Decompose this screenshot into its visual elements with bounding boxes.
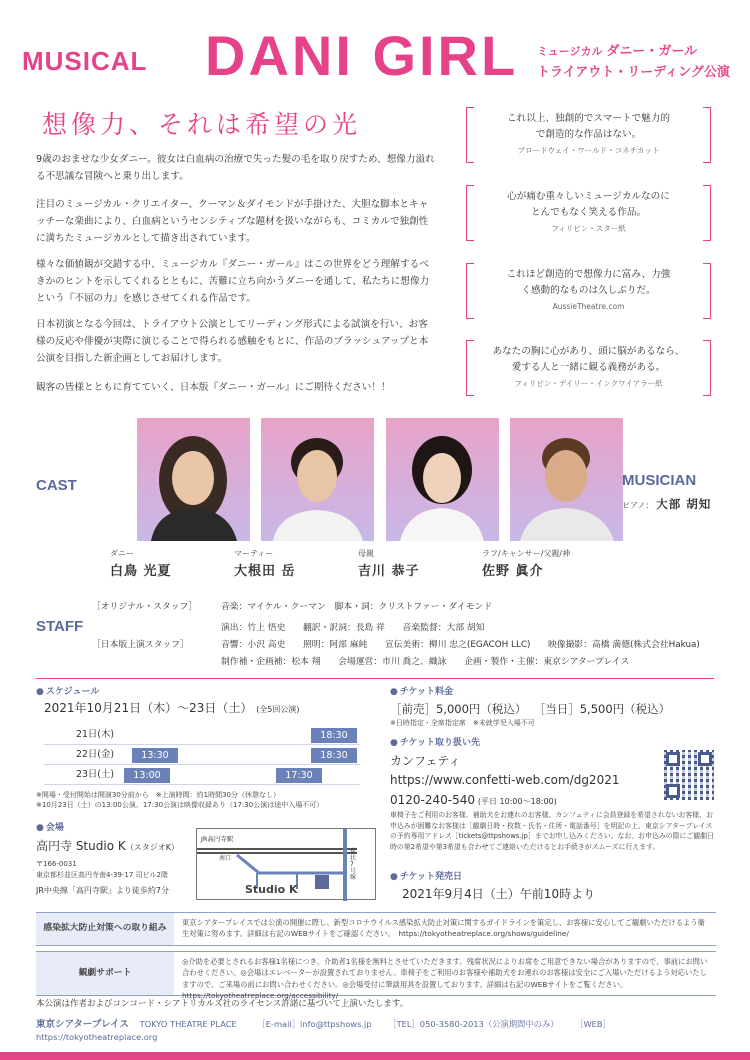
staff-jp-line: 制作補・企画補：松本 翔 会場運営：市川 喬之、織詠 企画・製作・主催：東京シアタープレイス (221, 657, 630, 667)
map-road: 環状7号線 (350, 848, 357, 882)
venue-heading: ● 会場 (36, 822, 64, 834)
quote-source: フィリピン・スター紙 (551, 223, 626, 233)
schedule-time: 18:30 (311, 748, 357, 763)
staff-jp-line: 音響：小沢 高史 照明：阿部 麻純 宣伝美術：柳川 忠之(EGACOH LLC) 映像撮影：高橋 満德(株式会社Hakua) (221, 640, 700, 650)
footer-web[interactable]: ［WEB］https://tokyotheatreplace.org (36, 1019, 611, 1042)
covid-box (36, 912, 716, 946)
support-label: 観劇サポート (36, 952, 174, 995)
quote-source: AussieTheatre.com (552, 301, 625, 311)
musician-name: 大部 胡知 (656, 497, 712, 511)
musician-heading: MUSICIAN (622, 472, 697, 489)
venue-address: 東京都杉並区高円寺南4-39-17 司ビル2階 (36, 871, 168, 879)
quote-source: ブロードウェイ・ワールド・コネチカット (517, 145, 660, 155)
schedule-table (44, 727, 360, 787)
cast-name: 吉川 恭子 (358, 564, 420, 579)
ticket-note: ※日時指定・全席指定席 ※未就学児入場不可 (390, 719, 535, 727)
review-quote (466, 263, 711, 319)
ticket-prices (390, 702, 670, 718)
cast-name: 大根田 岳 (234, 564, 296, 579)
map-studio: Studio K (245, 883, 298, 896)
covid-text: 東京シアタープレイスでは公演の開催に際し、新型コロナウイルス感染拡大防止対策に関するガイドラインを策定し、お客様に安心してご観劇いただけるよう衛生対策に努めます。詳細は右記のWEBサイトをご確認ください。 https://tokyotheatreplace.org/shows/guideline/ (182, 918, 705, 939)
sales-detail: 車椅子をご利用のお客様、補助犬をお連れのお客様、カンフェティに会員登録を希望されないお客様、お申込みが困難なお客様は［観劇日時・枚数・氏名・住所・電話番号］を明記の上、東京シアタープレイスの予約専用アドレス［tickets@ttpshows.jp］までお申し込みください。なお、お申込みの際にご観劇日時の第2希望や第3希望も合わせてご連絡いただけるとお手続きがスムーズに行えます。 (390, 811, 714, 852)
intro-paragraph-2: 注目のミュージカル・クリエイター、クーマン＆ダイモンドが手掛けた、大胆な脚本とキャッチーな楽曲により、白血病というセンシティブな題材を扱いながらも、コミカルで独創性に満ちたミュージカルとして描き出されています。 (36, 199, 429, 244)
sales-phone-line (390, 792, 557, 808)
intro-paragraph-1: 9歳のおませな少女ダニー。彼女は白血病の治療で失った髪の毛を取り戻すため、想像力溢れる不思議な冒険へと乗り出します。 (36, 154, 435, 182)
cast-role: 母親 (358, 549, 374, 558)
quote-text: 心が痛む重々しいミュージカルなのにとんでもなく笑える作品。 (507, 191, 670, 218)
cast-name: 白鳥 光夏 (110, 564, 172, 579)
sales-name: カンフェティ (390, 754, 461, 768)
cast-heading: CAST (36, 477, 77, 494)
quote-text: これ以上、独創的でスマートで魅力的で創造的な作品はない。 (507, 113, 670, 140)
cast-role: ラフ/キャンサー/父親/神 (482, 549, 571, 558)
cast-photo (510, 418, 623, 541)
footer (36, 1019, 716, 1043)
covid-label: 感染拡大防止対策への取り組み (36, 913, 174, 945)
jp-title-name: ダニー・ガール (606, 44, 698, 59)
schedule-period-line (44, 700, 300, 716)
schedule-note: ※10月23日（土）の13:00公演、17:30公演は映像収録あり（17:30公演は途中入場不可） (36, 801, 324, 809)
venue-name: 高円寺 Studio K (36, 839, 126, 853)
section-divider (36, 678, 714, 679)
map-exit: 南口 (219, 855, 232, 862)
japanese-title (537, 42, 730, 84)
musical-label: MUSICAL (22, 46, 148, 76)
cast-photo (386, 418, 499, 541)
musician-role: ピアノ： (622, 501, 654, 510)
review-quote (466, 107, 711, 163)
support-box (36, 951, 716, 1000)
staff-original-label: ［オリジナル・スタッフ］ (92, 602, 198, 612)
cast-role: ダニー (110, 549, 134, 558)
schedule-time: 17:30 (276, 768, 322, 783)
intro-paragraph-3: 様々な価値観が交錯する中、ミュージカル『ダニー・ガール』はこの世界をどう理解するべきかのヒントを示してくれるとともに、苦難に立ち向かうダニーを通して、私たちに想像力という『不屈の力』を感じさせてくれる作品です。 (36, 259, 430, 304)
staff-jp-label: ［日本版上演スタッフ］ (92, 640, 189, 650)
release-heading: ● チケット発売日 (390, 871, 462, 883)
schedule-heading: ● スケジュール (36, 686, 99, 698)
schedule-row (44, 727, 360, 745)
cast-name: 佐野 眞介 (482, 564, 544, 579)
schedule-time: 13:00 (124, 768, 170, 783)
quote-text: これほど創造的で想像力に富み、力強く感動的なものは久しぶりだ。 (506, 269, 671, 296)
staff-original: 音楽：マイケル・クーマン 脚本・詞：クリストファー・ダイモンド (221, 602, 493, 612)
footer-org-en: TOKYO THEATRE PLACE (139, 1019, 237, 1029)
cast-role: マーティー (234, 549, 274, 558)
staff-heading: STAFF (36, 618, 84, 635)
jp-title-prefix: ミュージカル (537, 45, 603, 58)
schedule-date: 23日(土) (76, 769, 114, 780)
cast-photo (261, 418, 374, 541)
intro-paragraph-5: 観客の皆様とともに育てていく、日本版『ダニー・ガール』にご期待ください！！ (36, 382, 391, 393)
bottom-accent-bar (0, 1052, 750, 1060)
review-quote (466, 340, 711, 396)
qr-code-icon[interactable] (664, 750, 714, 800)
hero-tagline: 想像力、それは希望の光 (42, 110, 362, 139)
venue-map (196, 828, 376, 900)
venue-zip: 〒166-0031 (36, 860, 77, 868)
review-quote (466, 185, 711, 241)
show-title: DANI GIRL (205, 24, 519, 87)
quote-source: フィリピン・デイリー・インクワイアラー紙 (514, 378, 663, 388)
schedule-time: 13:30 (132, 748, 178, 763)
ticket-heading: ● チケット料金 (390, 686, 453, 698)
license-note: 本公演は作者およびコンコード・シアトリカルズ社のライセンス許諾に基づいて上演いたします。 (36, 999, 409, 1009)
footer-email[interactable]: ［E-mail］info@ttpshows.jp (257, 1019, 372, 1029)
schedule-note: ※開場・受付開始は開演30分前から ※上演時間：約1時間30分（休憩なし） (36, 791, 280, 799)
staff-jp-line: 演出：竹上 悟史 翻訳・訳詞：長島 祥 音楽監督：大部 胡知 (221, 623, 485, 633)
schedule-row (44, 767, 360, 785)
jp-title-sub: トライアウト・リーディング公演 (537, 64, 730, 80)
musician-entry (622, 497, 711, 513)
footer-tel[interactable]: ［TEL］050-3580-2013（公演期間中のみ） (388, 1019, 559, 1029)
ticket-door: ［当日］5,500円（税込） (533, 702, 671, 716)
release-date: 2021年9月4日（土）午前10時より (402, 887, 596, 901)
schedule-period: 2021年10月21日（木）～23日（土） (44, 701, 253, 715)
support-text: ◎介助を必要とされるお客様1名様につき、介助者1名様を無料とさせていただきます。残席状況によりお席をご用意できない場合がありますので、事前にお問い合わせください。◎会場はエレベーターが設置されておりません。車椅子をご利用のお客様や補助犬をお連れのお客様は安全にご入場いただけるよう対応いたしますので、ご来場の前にお問い合わせください。◎会場受付に筆談用具を設置しております。詳細は右記のWEBサイトをご覧ください。 https://tokyotheatreplace.org/accessibility/ (182, 957, 708, 1000)
venue-access: JR中央線「高円寺駅」より徒歩約7分 (36, 886, 170, 895)
sales-heading: ● チケット取り扱い先 (390, 737, 480, 749)
intro-paragraph-4: 日本初演となる今回は、トライアウト公演としてリーディング形式による試演を行い、お客様の反応や俳優が実際に演じることで得られる感触をもとに、作品のブラッシュアップと本公演を目指した新企画としてお届けします。 (36, 319, 429, 364)
cast-photo (137, 418, 250, 541)
sales-phone[interactable]: 0120-240-540 (390, 793, 476, 807)
venue-name-sub: （スタジオK） (125, 843, 179, 852)
venue-name-line (36, 838, 179, 854)
ticket-advance: ［前売］5,000円（税込） (390, 702, 527, 716)
quote-text: あなたの胸に心があり、頭に脳があるなら、愛する人と一緒に観る義務がある。 (492, 346, 685, 373)
sales-url[interactable]: https://www.confetti-web.com/dg2021 (390, 773, 620, 787)
schedule-row (44, 747, 360, 765)
footer-org: 東京シアタープレイス (36, 1019, 129, 1030)
schedule-period-note: (全5回公演) (256, 705, 300, 714)
schedule-date: 22日(金) (76, 749, 114, 760)
map-station: JR高円寺駅 (201, 835, 234, 843)
schedule-date: 21日(木) (76, 729, 114, 740)
sales-phone-note: (平日 10:00～18:00) (477, 797, 557, 806)
schedule-time: 18:30 (311, 728, 357, 743)
